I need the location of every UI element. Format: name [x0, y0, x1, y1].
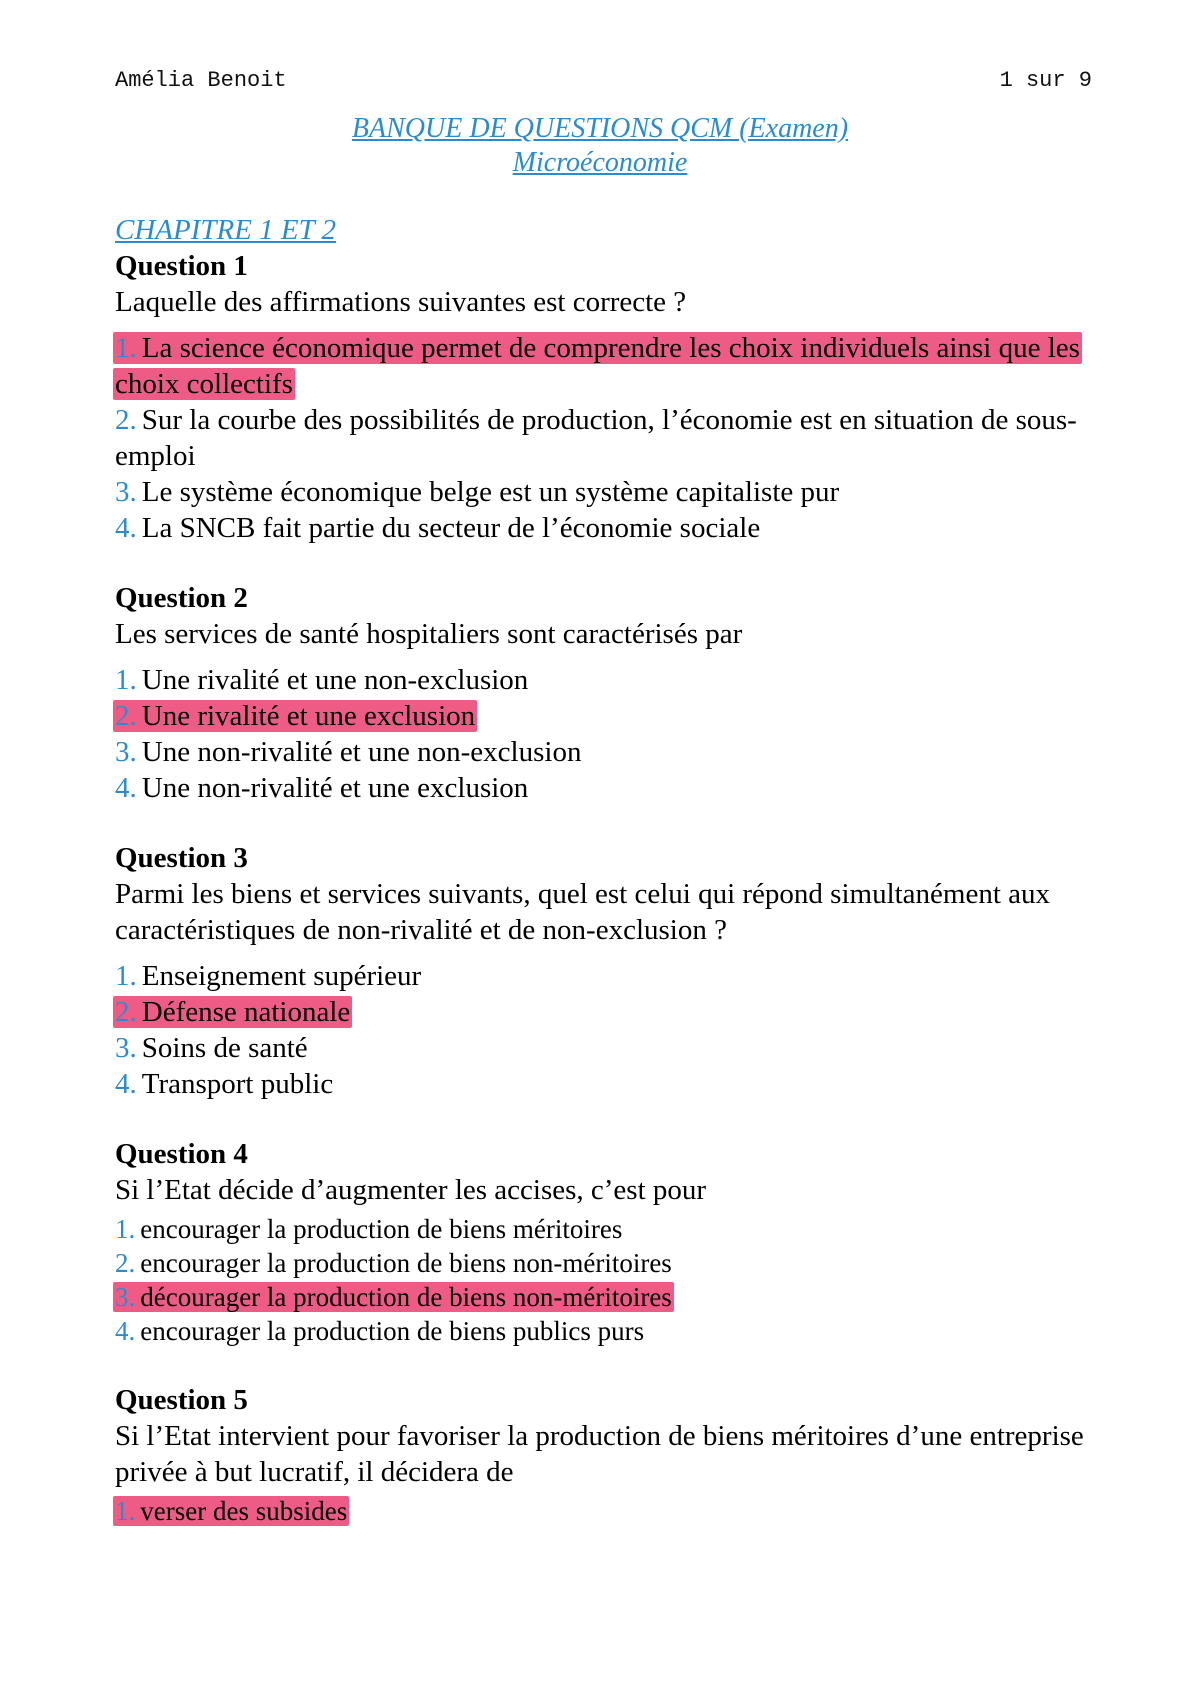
answer-option — [115, 1314, 1085, 1348]
question-4 — [115, 1136, 1085, 1348]
question-1 — [115, 248, 1085, 546]
answer-option — [115, 1494, 1085, 1528]
answer-option — [115, 1066, 1085, 1102]
option-number: 4. — [115, 512, 137, 544]
option-number: 1. — [115, 664, 137, 696]
option-text: Enseignement supérieur — [141, 960, 422, 992]
option-text: encourager la production de biens méritoires — [140, 1214, 623, 1244]
option-text: verser des subsides — [140, 1496, 348, 1526]
option-text: Sur la courbe des possibilités de production, l’économie est en situation de sous-emploi — [115, 404, 1077, 472]
question-text: Parmi les biens et services suivants, quel est celui qui répond simultanément aux caractéristiques de non-rivalité et de non-exclusion ? — [115, 878, 1051, 946]
question-text: Laquelle des affirmations suivantes est correcte ? — [115, 286, 687, 318]
question-heading: Question 1 — [115, 250, 248, 282]
option-text: encourager la production de biens non-méritoires — [140, 1248, 672, 1278]
page-header — [115, 68, 1092, 93]
question-3 — [115, 840, 1085, 1102]
title-block — [115, 112, 1085, 180]
answer-option — [115, 770, 1085, 806]
option-number: 1. — [115, 1214, 136, 1244]
page-number: 1 sur 9 — [999, 68, 1092, 93]
answer-option — [115, 1030, 1085, 1066]
question-heading: Question 3 — [115, 842, 248, 874]
answer-option — [115, 510, 1085, 546]
question-text: Si l’Etat décide d’augmenter les accises, c’est pour — [115, 1174, 707, 1206]
question-text: Les services de santé hospitaliers sont caractérisés par — [115, 618, 743, 650]
answer-option — [115, 1212, 1085, 1246]
answer-option — [115, 958, 1085, 994]
option-text: encourager la production de biens publics purs — [140, 1316, 645, 1346]
answer-options — [115, 1494, 1085, 1528]
option-text: Une rivalité et une exclusion — [141, 700, 476, 732]
answer-options — [115, 330, 1085, 546]
answer-option — [115, 474, 1085, 510]
option-number: 3. — [115, 1032, 137, 1064]
answer-option — [115, 1246, 1085, 1280]
answer-options — [115, 1212, 1085, 1348]
option-number: 1. — [115, 1496, 136, 1526]
option-text: Le système économique belge est un système capitaliste pur — [141, 476, 840, 508]
option-number: 2. — [115, 996, 137, 1028]
option-text: Une non-rivalité et une exclusion — [141, 772, 529, 804]
answer-option — [115, 1280, 1085, 1314]
question-5 — [115, 1382, 1085, 1528]
option-number: 3. — [115, 476, 137, 508]
answer-highlight — [113, 700, 477, 732]
answer-options — [115, 662, 1085, 806]
question-heading: Question 2 — [115, 582, 248, 614]
option-text: Une non-rivalité et une non-exclusion — [141, 736, 582, 768]
author-name: Amélia Benoit — [115, 68, 287, 93]
answer-option — [115, 734, 1085, 770]
option-text: Soins de santé — [141, 1032, 308, 1064]
answer-highlight — [113, 1496, 349, 1526]
option-number: 4. — [115, 1068, 137, 1100]
option-text: Défense nationale — [141, 996, 351, 1028]
option-number: 4. — [115, 1316, 136, 1346]
option-number: 1. — [115, 960, 137, 992]
answer-highlight — [113, 1282, 674, 1312]
question-heading: Question 5 — [115, 1384, 248, 1416]
question-heading: Question 4 — [115, 1138, 248, 1170]
question-2 — [115, 580, 1085, 806]
answer-option — [115, 402, 1085, 474]
document-subtitle: Microéconomie — [512, 147, 688, 178]
option-text: Une rivalité et une non-exclusion — [141, 664, 529, 696]
document-title: BANQUE DE QUESTIONS QCM (Examen) — [351, 113, 849, 144]
option-number: 2. — [115, 1248, 136, 1278]
document-body — [115, 112, 1085, 1528]
option-number: 2. — [115, 700, 137, 732]
answer-option — [115, 662, 1085, 698]
answer-option — [115, 994, 1085, 1030]
option-number: 3. — [115, 1282, 136, 1312]
answer-option — [115, 330, 1085, 402]
option-text: décourager la production de biens non-méritoires — [140, 1282, 672, 1312]
answer-highlight — [113, 332, 1082, 400]
option-number: 3. — [115, 736, 137, 768]
chapter-heading: CHAPITRE 1 ET 2 — [115, 214, 336, 246]
option-text: La SNCB fait partie du secteur de l’économie sociale — [141, 512, 761, 544]
question-text: Si l’Etat intervient pour favoriser la production de biens méritoires d’une entreprise privée à but lucratif, il décidera de — [115, 1420, 1084, 1488]
answer-options — [115, 958, 1085, 1102]
option-number: 2. — [115, 404, 137, 436]
option-text: Transport public — [141, 1068, 334, 1100]
answer-highlight — [113, 996, 352, 1028]
option-number: 4. — [115, 772, 137, 804]
answer-option — [115, 698, 1085, 734]
option-number: 1. — [115, 332, 137, 364]
option-text: La science économique permet de comprendre les choix individuels ainsi que les choix collectifs — [115, 332, 1080, 400]
